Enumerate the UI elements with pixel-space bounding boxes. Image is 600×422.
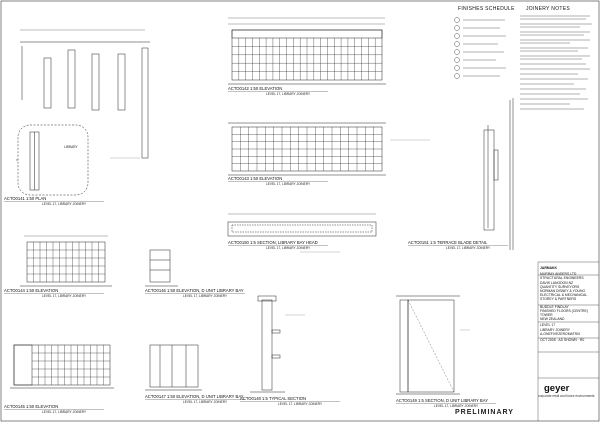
view-subtitle: LEVEL 17, LIBRARY JOINERY <box>278 402 323 406</box>
elevation-144 <box>20 236 112 286</box>
sheet-border <box>1 1 599 421</box>
elevation-146 <box>145 250 178 286</box>
tb-project-sub <box>540 309 600 322</box>
project-sub-line: FINISHED FLOORS (CENTRE) <box>540 308 588 313</box>
view-subtitle: LEVEL 17, LIBRARY JOINERY <box>446 246 491 250</box>
consultant-line: ELECTRICAL & MECHANICAL <box>540 293 588 298</box>
elevation-143 <box>228 123 386 175</box>
annotation-leaders <box>110 140 470 330</box>
view-code: ACTO0143 1:50 ELEVATION <box>228 176 283 181</box>
view-subtitle: LEVEL 17, LIBRARY JOINERY <box>434 404 479 408</box>
consultant-line: QUANTITY SURVEYORS <box>540 284 580 289</box>
joinery-notes <box>520 16 592 109</box>
tb-drawing-sub: LIBRARY JOINERY <box>540 327 570 332</box>
tb-drawing-no: A-ONEFIVEZEROMATRIX <box>540 331 581 336</box>
consultant-line: STRUCTURAL ENGINEERS <box>540 276 584 281</box>
view-subtitle: LEVEL 17, LIBRARY JOINERY <box>42 410 87 414</box>
consultant-line: STOREY & PARTNERS <box>540 297 577 302</box>
finishes-schedule <box>455 18 460 79</box>
view-code: ACTO0146 1:50 ELEVATION, D UNIT LIBRARY BAY <box>145 288 244 293</box>
view-code: ACTO0150 1:5 SECTION, LIBRARY BAY HEAD <box>228 240 318 245</box>
tb-client: JARMAKK <box>540 266 557 270</box>
view-code: ACTO0145 1:50 ELEVATION <box>4 404 59 409</box>
joinery-title: JOINERY NOTES <box>526 6 571 12</box>
brand-logo: geyer <box>544 383 570 394</box>
preliminary-stamp: PRELIMINARY <box>455 409 514 416</box>
elevation-142 <box>228 18 386 84</box>
elevation-147 <box>145 345 202 390</box>
view-subtitle: LEVEL 17, LIBRARY JOINERY <box>183 294 228 298</box>
section-150 <box>228 214 376 236</box>
section-detail-right <box>484 98 513 250</box>
tb-project: BUDDLE FINDLAY <box>540 304 569 309</box>
section-148 <box>250 296 285 392</box>
view-subtitle: LEVEL 17, LIBRARY JOINERY <box>266 246 311 250</box>
project-sub-line: TOWER <box>540 313 553 318</box>
brand-tagline: corporate retail and future environments <box>538 394 595 398</box>
consultant-line: MURRAY ANDERS LTD <box>540 272 577 277</box>
plan-label: LIBRARY <box>64 145 78 149</box>
tb-revision: R0 <box>579 338 585 343</box>
view-code: ACTO0148 1:5 TYPICAL SECTION <box>240 396 307 401</box>
view-subtitle: LEVEL 17, LIBRARY JOINERY <box>266 182 311 186</box>
tb-scale: AS SHOWN <box>558 338 577 343</box>
finishes-notes <box>463 20 506 76</box>
section-149 <box>396 296 460 394</box>
view-code: ACTO0144 1:50 ELEVATION <box>4 288 59 293</box>
consultant-line: NORMAN DISNEY & YOUNG <box>540 289 586 294</box>
view-code: ACTO0147 1:50 ELEVATION, D UNIT LIBRARY BAY <box>145 394 244 399</box>
elevation-145 <box>10 345 114 388</box>
tb-consultants <box>540 272 600 301</box>
view-code: ACTO0141 1:50 PLAN <box>4 196 47 201</box>
tb-date: OCT 2005 <box>540 338 556 343</box>
view-code: ACTO0142 1:50 ELEVATION <box>228 86 283 91</box>
tb-drawing-title: LEVEL 17 <box>540 323 556 328</box>
view-subtitle: LEVEL 17, LIBRARY JOINERY <box>42 294 87 298</box>
view-code: ACTO0149 1:5 SECTION, D UNIT LIBRARY BAY <box>396 398 489 403</box>
title-block: JARMAKK MURRAY ANDERS LTD STRUCTURAL ENGINEERS DAVIS LANGDON NZ QUANTITY SURVEYORS NORMAN DISNEY & YOUNG ELECTRICAL & MECHANICAL STOREY & PARTNERS BUDDLE FINDLAY FINISHED FLOORS (CENTRE) TOWER NEW ZEALAND LEVEL 17 LIBRARY JOINERY A-ONEFIVEZEROMATRIX OCT 2005 · AS SHOWN · R0 <box>540 266 600 342</box>
view-code: ACTO0151 1:5 TERRACE BLADE DETAIL <box>408 240 488 245</box>
view-subtitle: LEVEL 17, LIBRARY JOINERY <box>42 202 87 206</box>
plan-view <box>16 30 150 195</box>
view-subtitle: LEVEL 17, LIBRARY JOINERY <box>266 92 311 96</box>
consultant-line: DAVIS LANGDON NZ <box>540 280 574 285</box>
finishes-title: FINISHES SCHEDULE <box>458 6 515 12</box>
project-sub-line: NEW ZEALAND <box>540 317 565 322</box>
view-subtitle: LEVEL 17, LIBRARY JOINERY <box>183 400 228 404</box>
